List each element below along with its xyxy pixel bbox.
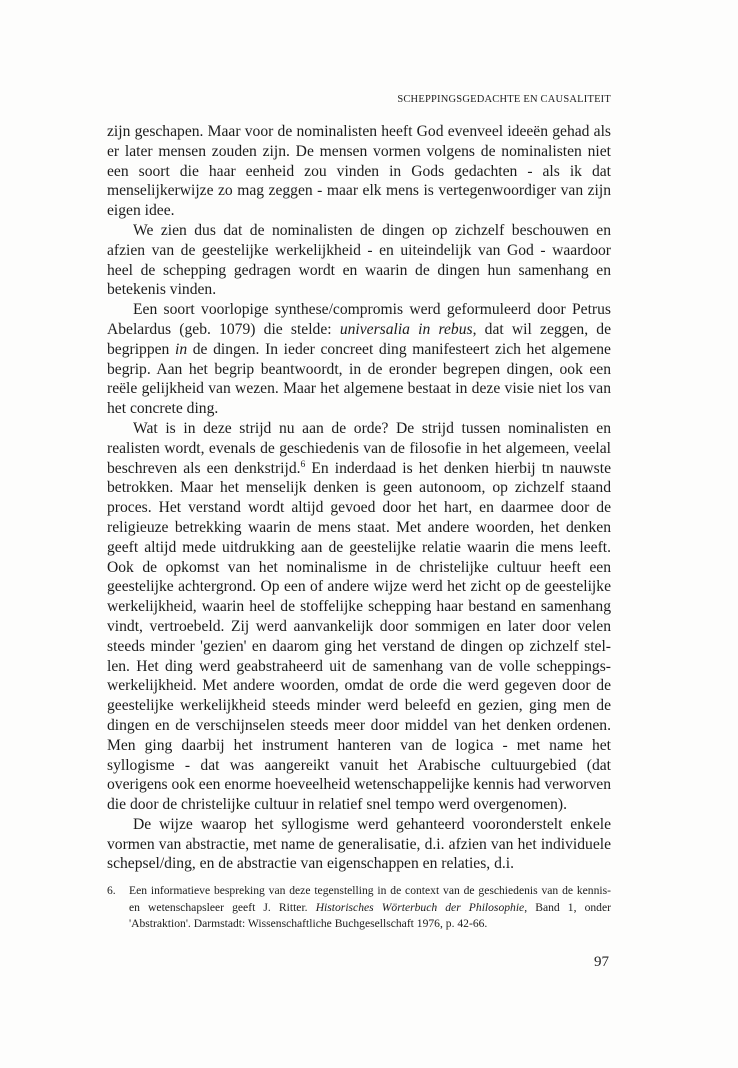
footnote-text-b: , Band 1, onder 'Abstraktion'. Darmstadt: Wissenschaftliche Buchgesellschaft 1976, p. 42-66. (129, 900, 611, 930)
paragraph-3-italic-a: universalia in rebus (339, 320, 473, 338)
footnote (107, 883, 611, 933)
paragraph-4-text-b: En inderdaad is het denken hierbij tn nauwste betrokken. Maar het menselijk denken is geen autonoom, op zichzelf staand proces. Het verstand wordt altijd gevoed door het hart, en daarmee door de religieuze betrekking waarin de mens staat. Met andere woorden, het denken geeft altijd mede uitdrukking aan de geestelijke relatie waarin die mens leeft. Ook de opkomst van het nominalisme in de christelijke cultuur heeft een geestelijke achtergrond. Op een of andere wijze werd het zicht op de geestelijke werkelijkheid, waarin heel de stoffelijke schepping haar bestand en samenhang vindt, vertroebeld. Zij werd aanvankelijk door sommigen en later door velen steeds minder 'gezien' en daarom ging het verstand de dingen op zichzelf stel-len. Het ding werd geabstraheerd uit de samenhang van de volle scheppings-werkelijkheid. Met andere woorden, omdat de orde die werd gegeven door de geestelijke werkelijkheid steeds minder werd beleefd en gezien, ging men de dingen en de verschijnselen steeds meer door middel van het denken ordenen. Men ging daarbij het instrument hanteren van de logica - met name het syllogisme - dat was aangereikt vanuit het Arabische cultuurgebied (dat overigens ook een enorme hoeveelheid wetenschappelijke kennis had verworven die door de christelijke cultuur in relatief snel tempo werd overgenomen). (107, 459, 612, 814)
footnote-book-title: Historisches Wörterbuch der Philosophie (315, 900, 525, 914)
paragraph-3-text-c: de dingen. In ieder concreet ding manifesteert zich het algemene begrip. Aan het begrip beantwoordt, in de eronder begrepen dingen, ook een reële gelijkheid van wezen. Maar het algemene bestaat in deze visie niet los van het concrete ding. (107, 340, 611, 418)
paragraph-1: zijn geschapen. Maar voor de nominalisten heeft God evenveel ideeën gehad als er later mensen zouden zijn. De mensen vormen volgens de nominalisten niet een soort die haar eenheid zou vinden in Gods gedachten - als ik dat menselijkerwijze zo mag zeggen - maar elk mens is vertegenwoordiger van zijn eigen idee. (107, 123, 611, 220)
footnote-number: 6. (107, 884, 116, 897)
body-text (107, 122, 611, 874)
footnote-text (129, 883, 611, 933)
running-head: SCHEPPINGSGEDACHTE EN CAUSALITEIT (397, 94, 611, 105)
paragraph-4-text-a: Wat is in deze strijd nu aan de orde? De strijd tussen nominalisten en realisten wordt, evenals de geschiedenis van de filosofie in het algemeen, veelal beschreven als een denkstrijd. (107, 419, 611, 477)
paragraph-5: De wijze waarop het syllogisme werd gehanteerd vooronderstelt enkele vormen van abstractie, met name de generalisatie, d.i. afzien van het individuele schepsel/ding, en de abstractie van eigenschappen en relaties, d.i. (107, 815, 611, 873)
page-number: 97 (594, 954, 609, 970)
paragraph-3 (107, 300, 611, 419)
paragraph-3-italic-b: in (174, 340, 188, 358)
paragraph-4 (107, 419, 611, 815)
footnote-reference[interactable]: 6 (300, 459, 306, 470)
paragraph-3-text-a: Een soort voorlopige synthese/compromis werd geformuleerd door Petrus Abelardus (geb. 1079) die stelde: (107, 301, 611, 338)
paragraph-2: We zien dus dat de nominalisten de dingen op zichzelf beschouwen en afzien van de geestelijke werkelijkheid - en uiteindelijk van God - waardoor heel de schepping gedragen wordt en waarin de dingen hun samenhang en betekenis vinden. (107, 221, 611, 299)
footnote-text-a: Een informatieve bespreking van deze tegenstelling in de context van de geschiedenis van de kennis- en wetenschapsleer geeft J. Ritter. (129, 884, 611, 914)
paragraph-3-text-b: , dat wil zeggen, de begrippen (107, 320, 611, 358)
